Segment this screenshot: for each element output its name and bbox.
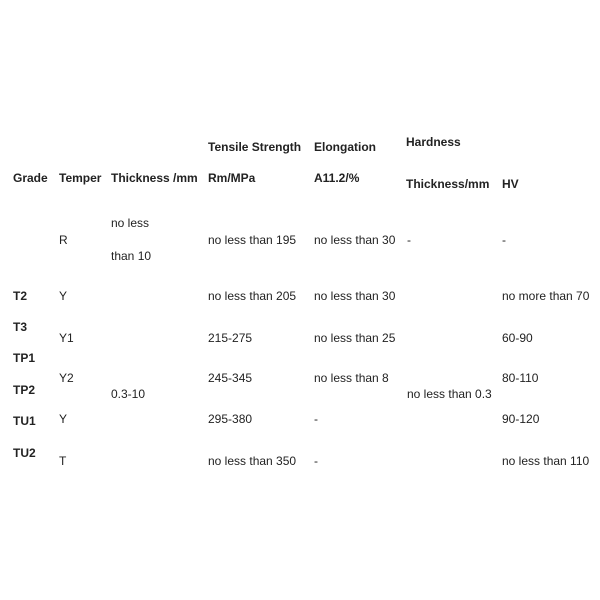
- header-tensile-strength: Tensile Strength: [208, 140, 302, 154]
- header-hardness: Hardness: [406, 135, 461, 149]
- elongation-cell: no less than 30: [314, 289, 396, 303]
- grade-label: T2: [13, 289, 28, 303]
- grade-label: TP2: [13, 383, 36, 397]
- tensile-cell: no less than 350: [208, 454, 297, 468]
- tensile-cell: 295-380: [208, 412, 253, 426]
- tensile-cell: 245-345: [208, 371, 253, 385]
- header-thickness: Thickness /mm: [111, 171, 198, 185]
- grade-label: T3: [13, 320, 28, 334]
- merged-thickness-cell: 0.3-10: [111, 387, 146, 401]
- thickness-cell: than 10: [111, 249, 152, 263]
- grade-label: TU1: [13, 414, 36, 428]
- temper-cell: Y: [59, 289, 68, 303]
- hv-cell: -: [502, 233, 506, 247]
- hv-cell: 90-120: [502, 412, 540, 426]
- tensile-cell: no less than 205: [208, 289, 297, 303]
- temper-cell: T: [59, 454, 67, 468]
- merged-hardness-thickness-cell: no less than 0.3: [407, 387, 492, 401]
- grade-label: TU2: [13, 446, 36, 460]
- temper-cell: Y1: [59, 331, 74, 345]
- header-hv: HV: [502, 177, 519, 191]
- grade-label: TP1: [13, 351, 36, 365]
- elongation-cell: no less than 8: [314, 371, 389, 385]
- hardness-thickness-cell: -: [407, 233, 411, 247]
- temper-cell: R: [59, 233, 68, 247]
- elongation-cell: -: [314, 412, 318, 426]
- hv-cell: 80-110: [502, 371, 539, 385]
- header-hardness-thickness: Thickness/mm: [406, 177, 490, 191]
- temper-cell: Y: [59, 412, 68, 426]
- header-temper: Temper: [59, 171, 102, 185]
- header-elongation: Elongation: [314, 140, 376, 154]
- hv-cell: no more than 70: [502, 289, 590, 303]
- tensile-cell: 215-275: [208, 331, 253, 345]
- header-tensile-unit: Rm/MPa: [208, 171, 256, 185]
- elongation-cell: -: [314, 454, 318, 468]
- header-elongation-unit: A11.2/%: [314, 171, 360, 185]
- hv-cell: 60-90: [502, 331, 533, 345]
- header-grade: Grade: [13, 171, 48, 185]
- elongation-cell: no less than 30: [314, 233, 396, 247]
- thickness-cell: no less: [111, 216, 150, 230]
- hv-cell: no less than 110: [502, 454, 590, 468]
- elongation-cell: no less than 25: [314, 331, 396, 345]
- tensile-cell: no less than 195: [208, 233, 297, 247]
- temper-cell: Y2: [59, 371, 74, 385]
